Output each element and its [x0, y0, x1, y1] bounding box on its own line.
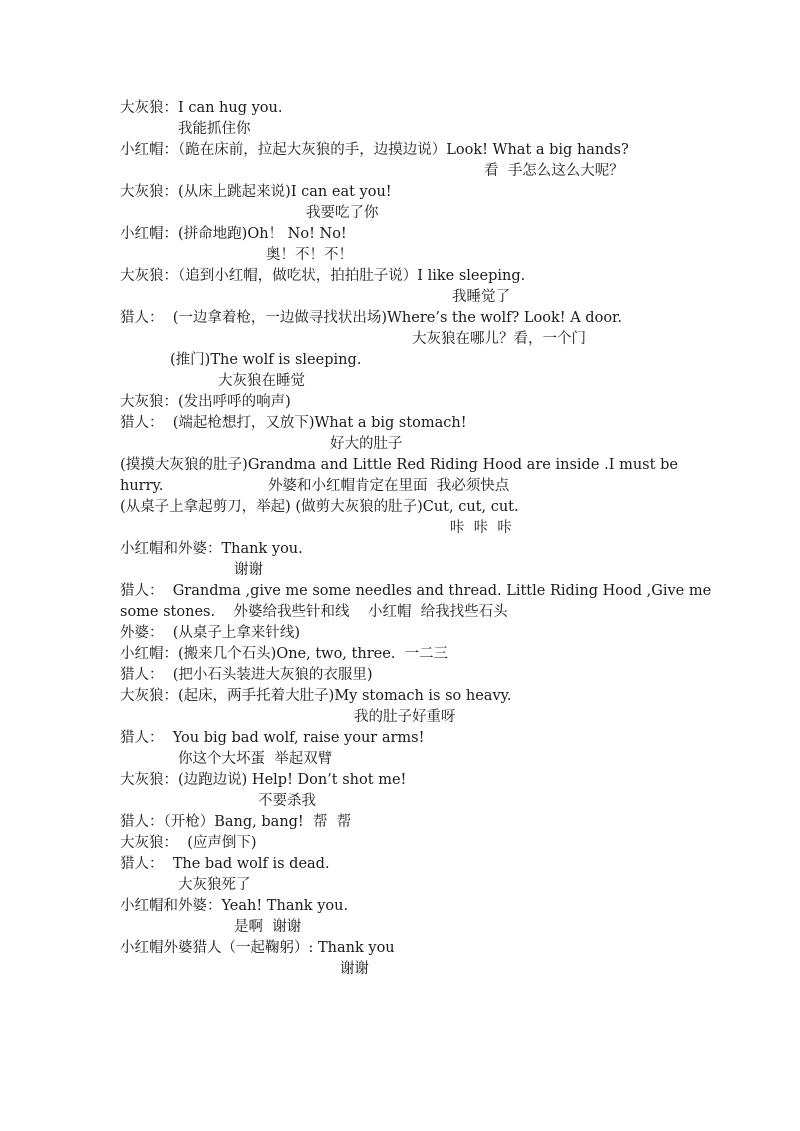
line-translation: 大灰狼在哪儿？看，一个门: [412, 331, 586, 347]
line-translation: 大灰狼死了: [178, 877, 251, 893]
line-hunter-needles: 猎人： Grandma ,give me some needles and thread. Little Riding Hood ,Give me: [120, 583, 712, 599]
line-translation: 我睡觉了: [452, 289, 510, 305]
line-wolf-heavy: 大灰狼：(起床，两手托着大肚子)My stomach is so heavy.: [120, 688, 512, 704]
line-translation: 奥！不！不！: [266, 247, 353, 263]
line-translation: 我的肚子好重呀: [354, 709, 456, 725]
line-translation: 大灰狼在睡觉: [218, 373, 305, 389]
line-hunter-bang: 猎人：（开枪）Bang, bang! 帮 帮: [120, 814, 352, 830]
line-translation: 外婆和小红帽肯定在里面 我必须快点: [268, 478, 510, 494]
line-translation: 看 手怎么这么大呢？: [484, 163, 624, 179]
line-hunter-inside-cont: hurry.: [120, 478, 164, 494]
line-hunter-stones: some stones. 外婆给我些针和线 小红帽 给我找些石头: [120, 604, 508, 620]
line-translation: 好大的肚子: [330, 436, 403, 452]
line-wolf-hug: 大灰狼：I can hug you.: [120, 100, 283, 116]
line-hunter-inside: (摸摸大灰狼的肚子)Grandma and Little Red Riding Hood are inside .I must be: [120, 457, 678, 473]
line-wolf-falls: 大灰狼： (应声倒下): [120, 835, 257, 851]
line-wolf-help: 大灰狼：(边跑边说) Help! Don’t shot me!: [120, 772, 407, 788]
line-hunter-cut: (从桌子上拿起剪刀，举起) (做剪大灰狼的肚子)Cut, cut, cut.: [120, 499, 519, 515]
line-hunter-arms: 猎人： You big bad wolf, raise your arms!: [120, 730, 425, 746]
line-translation: 我能抓住你: [178, 121, 251, 137]
line-hunter-stomach: 猎人： (端起枪想打，又放下)What a big stomach!: [120, 415, 467, 431]
line-red-hood-run: 小红帽：(拼命地跑)Oh！ No! No!: [120, 226, 347, 242]
line-thank-you-2: 小红帽和外婆：Yeah! Thank you.: [120, 898, 349, 914]
line-thank-you-1: 小红帽和外婆：Thank you.: [120, 541, 303, 557]
line-hunter-door: 猎人： (一边拿着枪，一边做寻找状出场)Where’s the wolf? Look! A door.: [120, 310, 622, 326]
line-translation: 谢谢: [234, 562, 263, 578]
line-translation: 我要吃了你: [306, 205, 379, 221]
line-translation: 你这个大坏蛋 举起双臂: [178, 751, 333, 767]
line-wolf-eat: 大灰狼：(从床上跳起来说)I can eat you!: [120, 184, 392, 200]
line-translation: 谢谢: [340, 961, 369, 977]
line-translation: 是啊 谢谢: [234, 919, 302, 935]
line-wolf-sleeping: 大灰狼：（追到小红帽，做吃状，拍拍肚子说）I like sleeping.: [120, 268, 526, 284]
line-red-hood-hands: 小红帽：（跪在床前，拉起大灰狼的手，边摸边说）Look! What a big hands?: [120, 142, 629, 158]
line-grandma-needles: 外婆： (从桌子上拿来针线): [120, 625, 301, 641]
line-push-door: (推门)The wolf is sleeping.: [170, 352, 362, 368]
line-red-hood-stones: 小红帽：(搬来几个石头)One, two, three. 一二三: [120, 646, 449, 662]
line-hunter-dead: 猎人： The bad wolf is dead.: [120, 856, 330, 872]
line-all-bow: 小红帽外婆猎人（一起鞠躬）: Thank you: [120, 940, 395, 956]
line-translation: 不要杀我: [258, 793, 316, 809]
line-wolf-snore: 大灰狼：(发出呼呼的响声): [120, 394, 291, 410]
line-translation: 咔 咔 咔: [450, 520, 512, 536]
line-hunter-fill: 猎人： (把小石头装进大灰狼的衣服里): [120, 667, 373, 683]
